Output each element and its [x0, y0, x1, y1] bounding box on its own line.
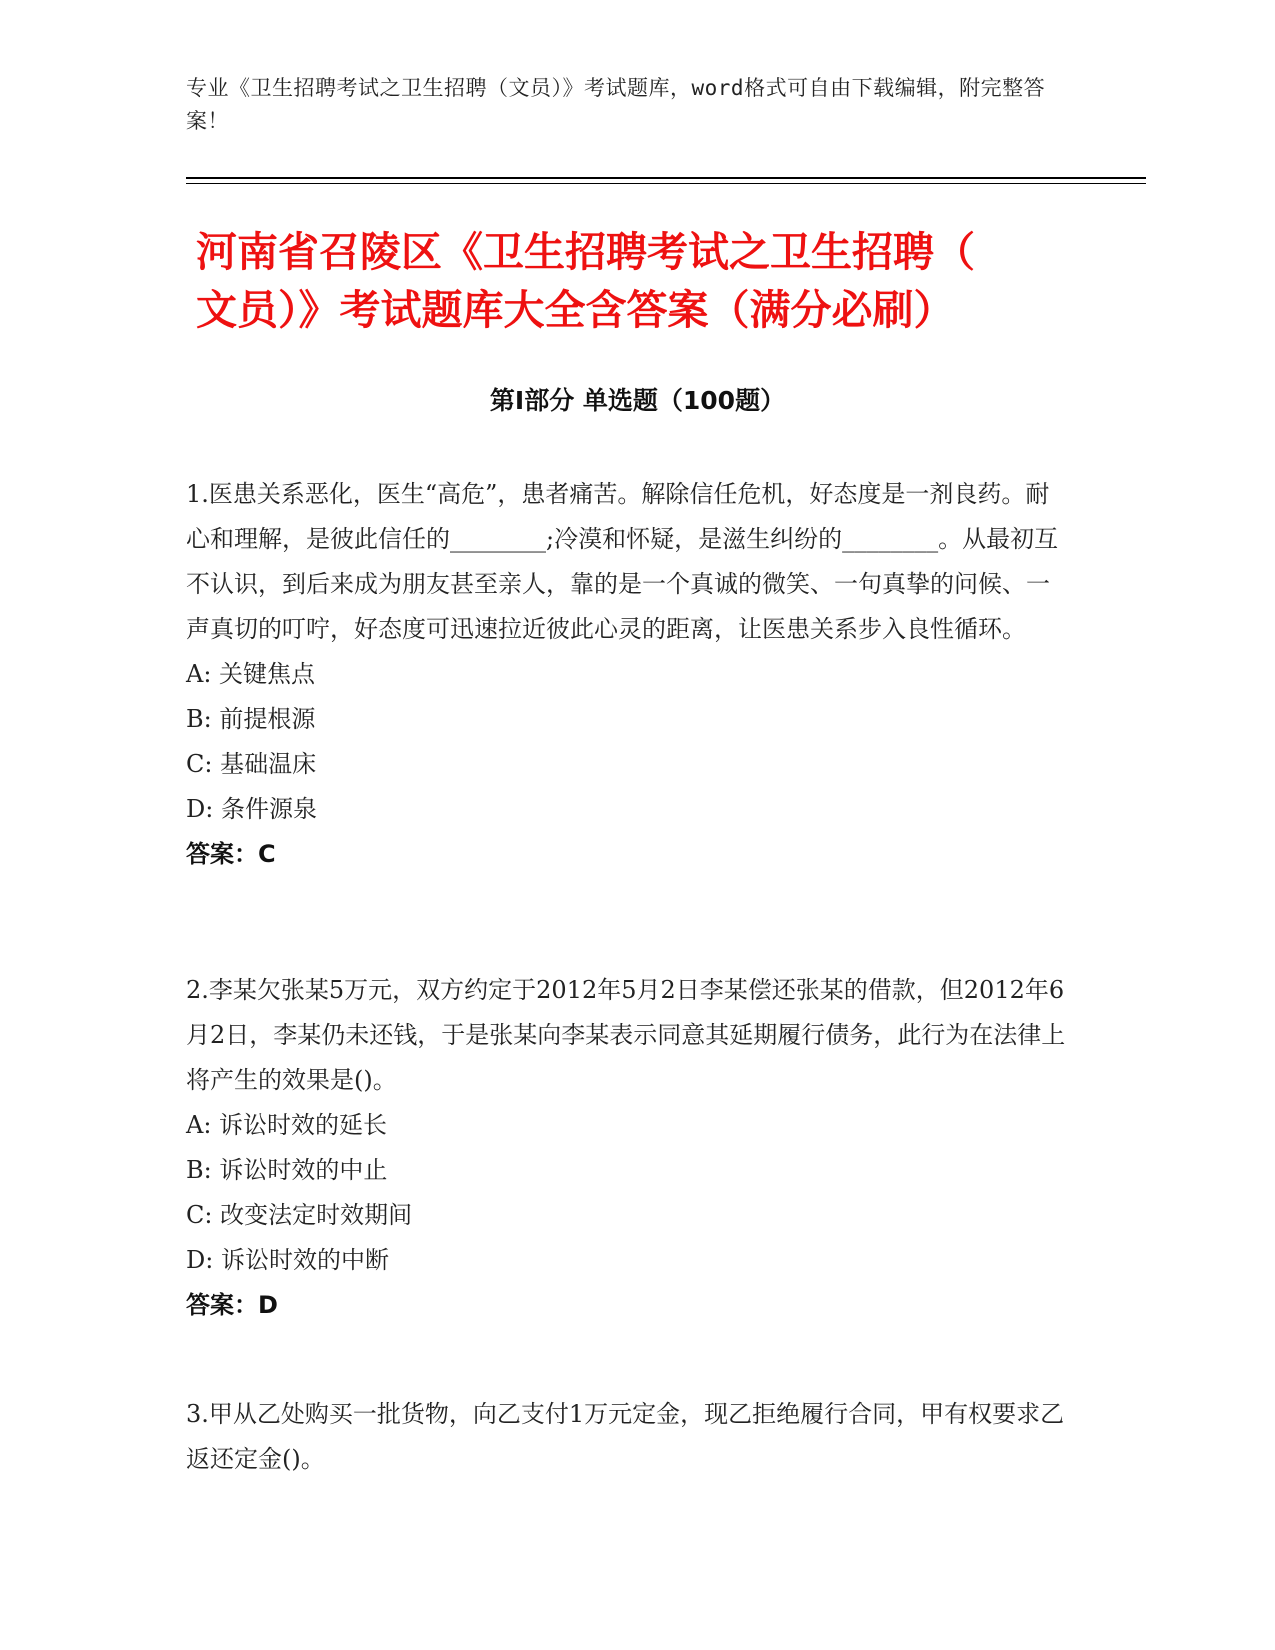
section-title: 第Ⅰ部分 单选题（100题）: [489, 386, 786, 415]
document-title-line-2: 文员）》考试题库大全含答案（满分必刷）: [196, 286, 955, 334]
question-option-b: B: 前提根源: [186, 705, 316, 733]
question-option-c: C: 改变法定时效期间: [186, 1201, 413, 1229]
question-option-d: D: 条件源泉: [186, 795, 317, 823]
question-3: [186, 1392, 1066, 1482]
question-option-b: B: 诉讼时效的中止: [186, 1156, 388, 1184]
question-1: [186, 472, 1066, 877]
question-option-a: A: 诉讼时效的延长: [186, 1111, 388, 1139]
question-answer: 答案：D: [186, 1291, 278, 1319]
question-option-a: A: 关键焦点: [186, 660, 316, 688]
header-divider-thin: [186, 183, 1146, 184]
question-stem: 3.甲从乙处购买一批货物，向乙支付1万元定金，现乙拒绝履行合同，甲有权要求乙返还定金()。: [186, 1400, 1065, 1473]
question-option-c: C: 基础温床: [186, 750, 317, 778]
document-title: [196, 223, 1096, 339]
header-note: 专业《卫生招聘考试之卫生招聘（文员）》考试题库，word格式可自由下载编辑，附完整答案！: [186, 76, 1046, 133]
header-divider-thick: [186, 177, 1146, 179]
question-2: [186, 968, 1066, 1328]
question-stem: 2.李某欠张某5万元，双方约定于2012年5月2日李某偿还张某的借款，但2012年6月2日，李某仍未还钱，于是张某向李某表示同意其延期履行债务，此行为在法律上将产生的效果是()。: [186, 976, 1066, 1094]
document-title-line-1: 河南省召陵区《卫生招聘考试之卫生招聘（: [196, 228, 975, 276]
question-option-d: D: 诉讼时效的中断: [186, 1246, 389, 1274]
question-stem: 1.医患关系恶化，医生“高危”，患者痛苦。解除信任危机，好态度是一剂良药。耐心和理解，是彼此信任的________;冷漠和怀疑，是滋生纠纷的________。从最初互不认识，到后来成为朋友甚至亲人，靠的是一个真诚的微笑、一句真挚的问候、一声真切的叮咛，好态度可迅速拉近彼此心灵的距离，让医患关系步入良性循环。: [186, 480, 1059, 643]
question-answer: 答案：C: [186, 840, 276, 868]
